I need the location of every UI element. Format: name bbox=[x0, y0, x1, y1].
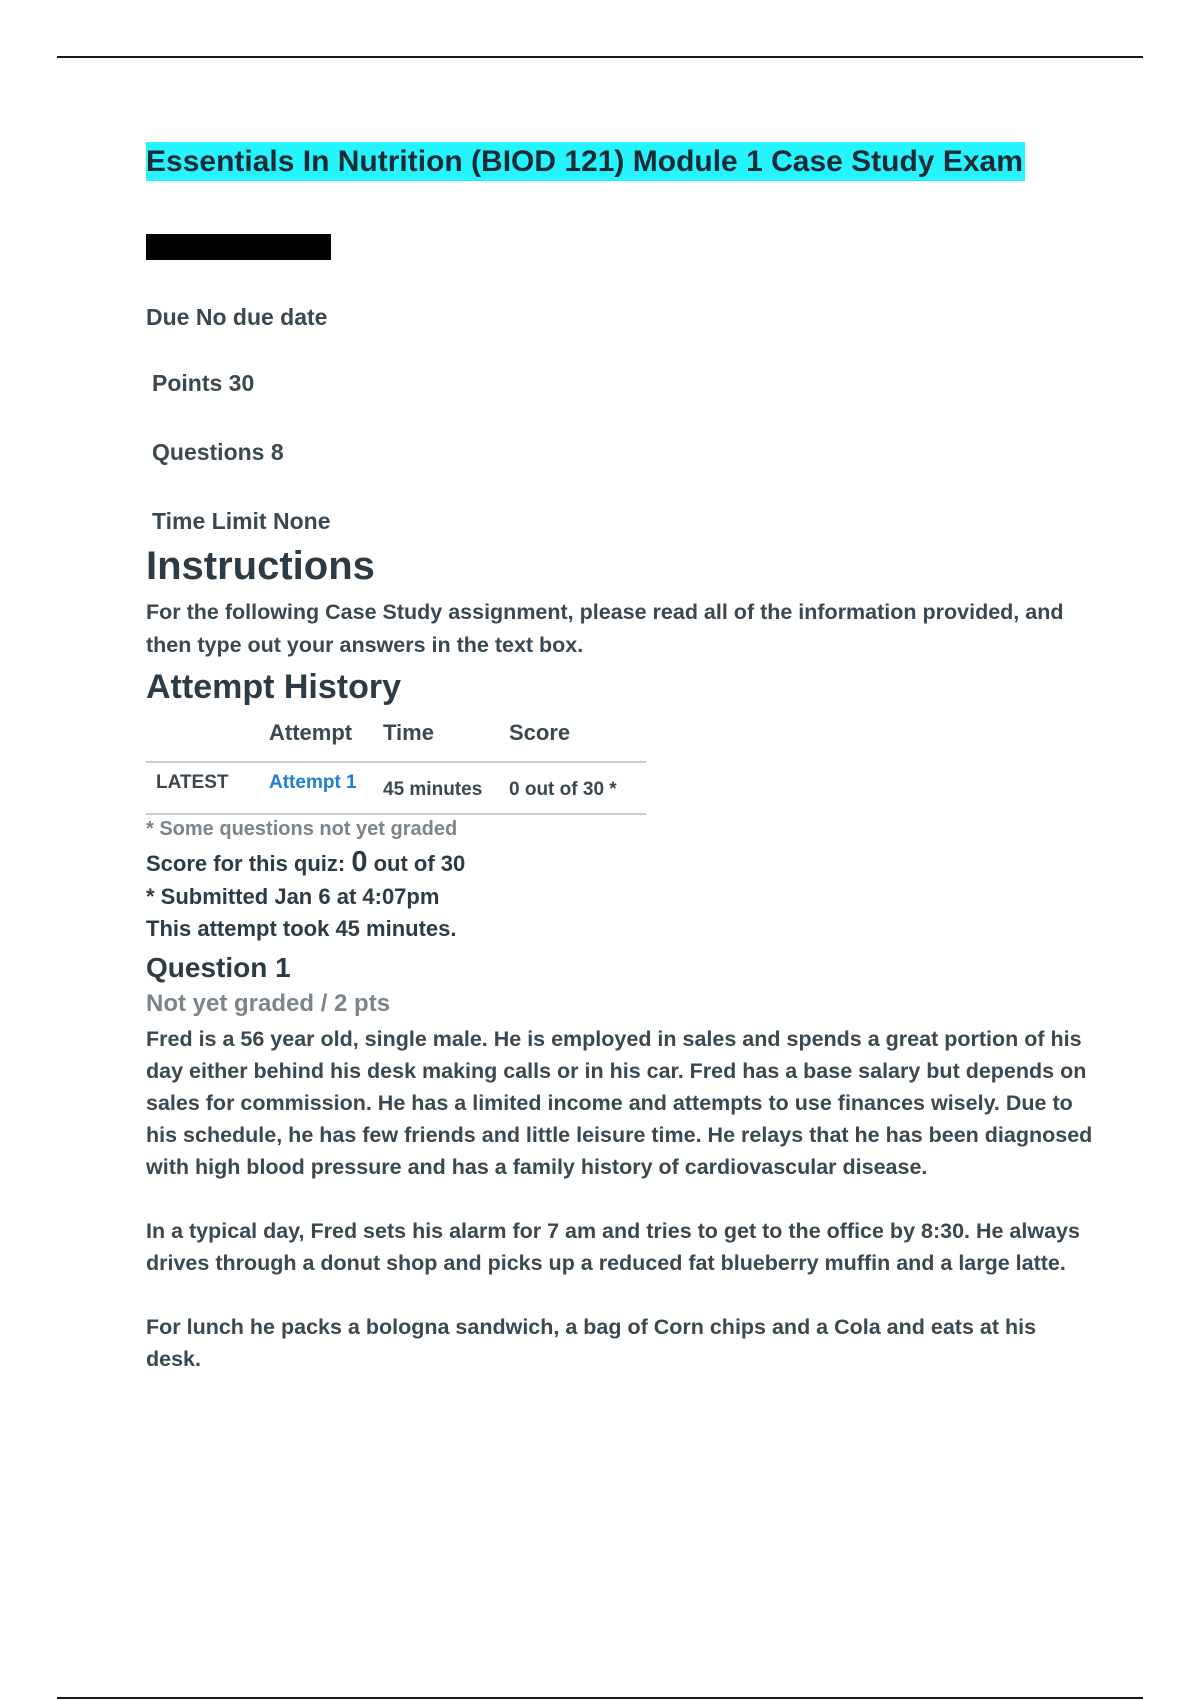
attempt-link[interactable]: Attempt 1 bbox=[269, 772, 357, 793]
instructions-text: For the following Case Study assignment, please read all of the information provided, and then type out your answers in the text box. bbox=[146, 600, 1064, 657]
document-title: Essentials In Nutrition (BIOD 121) Module 1 Case Study Exam bbox=[146, 142, 1025, 181]
submitted-timestamp: * Submitted Jan 6 at 4:07pm bbox=[146, 883, 440, 909]
question-paragraph: In a typical day, Fred sets his alarm for 7 am and tries to get to the office by 8:30. He always drives through a donut shop and picks up a reduced fat blueberry muffin and a large latte. bbox=[146, 1218, 1080, 1275]
quiz-summary bbox=[146, 846, 1096, 946]
column-header-attempt: Attempt bbox=[269, 720, 383, 762]
instructions-heading: Instructions bbox=[146, 544, 375, 588]
quiz-score-line bbox=[146, 846, 1096, 881]
question-status: Not yet graded / 2 pts bbox=[146, 989, 391, 1017]
table-row bbox=[146, 762, 646, 814]
attempt-duration: This attempt took 45 minutes. bbox=[146, 916, 457, 941]
attempt-history-table bbox=[146, 720, 646, 815]
redaction-bar bbox=[146, 234, 331, 260]
score-prefix: Score for this quiz: bbox=[146, 851, 352, 876]
latest-label: LATEST bbox=[146, 762, 269, 814]
grading-note: * Some questions not yet graded bbox=[146, 818, 458, 840]
document-page bbox=[146, 142, 1096, 1407]
questions-count: Questions 8 bbox=[152, 439, 284, 465]
page-top-rule bbox=[57, 56, 1143, 58]
score-value: 0 bbox=[351, 846, 368, 878]
attempt-history-heading: Attempt History bbox=[146, 668, 402, 706]
score-suffix: out of 30 bbox=[367, 851, 466, 876]
points-value: Points 30 bbox=[152, 370, 255, 396]
question-paragraph: Fred is a 56 year old, single male. He is employed in sales and spends a great portion of his day either behind his desk making calls or in his car. Fred has a base salary but depends on sales for commission. He has a limited income and attempts to use finances wisely. Due to his schedule, he has few friends and little leisure time. He relays that he has been diagnosed with high blood pressure and has a family history of cardiovascular disease. bbox=[146, 1026, 1093, 1179]
due-date: Due No due date bbox=[146, 304, 328, 330]
page-bottom-rule bbox=[57, 1697, 1143, 1699]
attempt-score: 0 out of 30 * bbox=[509, 762, 646, 814]
attempt-table-header bbox=[146, 720, 646, 762]
question-body bbox=[146, 1023, 1096, 1375]
column-header-score: Score bbox=[509, 720, 646, 762]
question-heading: Question 1 bbox=[146, 951, 291, 983]
time-limit: Time Limit None bbox=[152, 508, 331, 534]
column-header-time: Time bbox=[383, 720, 509, 762]
question-paragraph: For lunch he packs a bologna sandwich, a bag of Corn chips and a Cola and eats at his desk. bbox=[146, 1314, 1037, 1371]
attempt-time: 45 minutes bbox=[383, 762, 509, 814]
column-header-blank bbox=[146, 720, 269, 762]
